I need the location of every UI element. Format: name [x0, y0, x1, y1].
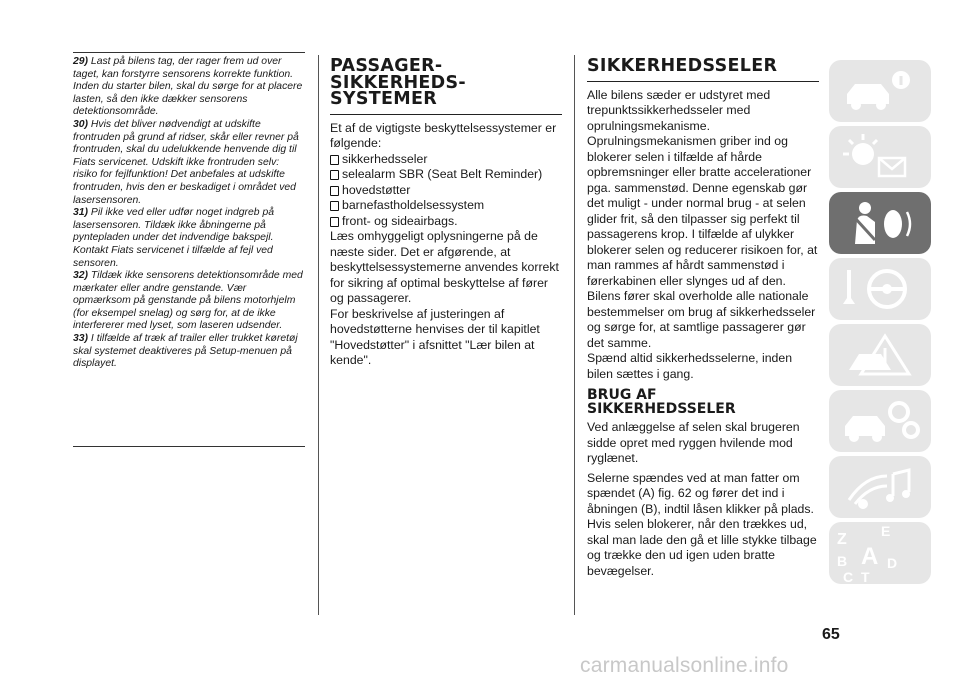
list-item-label: hovedstøtter	[342, 182, 411, 197]
heading-rule	[587, 81, 819, 82]
list-item	[330, 183, 562, 199]
heading-line: SIKKERHEDSSELER	[587, 401, 736, 417]
heading-line: PASSAGER-	[330, 56, 443, 76]
column-divider	[318, 55, 319, 615]
note-text: Pil ikke ved eller udfør noget indgreb på lasersensoren. Tildæk ikke åbningerne på pyntepladen under det indvendige bakspejl. Kontakt Fiats servicenet i tilfælde af fejl ved sensoren.	[73, 207, 275, 269]
page-number: 65	[822, 626, 840, 643]
index-letter: T	[861, 569, 870, 584]
checkbox-bullet-icon	[330, 155, 339, 165]
list-item	[330, 198, 562, 214]
multimedia-icon	[829, 456, 931, 518]
body-paragraph: Selerne spændes ved at man fatter om spændet (A) fig. 62 og fører det ind i åbningen (B), indtil låsen klikker på plads. Hvis selen blokerer, når den trækkes ud, skal man lade den gå et lille stykke tilbage og trække den ud igen uden bratte bevægelser.	[587, 470, 817, 578]
list-item	[330, 152, 562, 168]
car-service-icon	[829, 390, 931, 452]
index-letter: Z	[837, 531, 847, 548]
list-item	[330, 214, 562, 230]
note-text: I tilfælde af træk af trailer eller trukket køretøj skal systemet deaktiveres på Setup-menuen på displayet.	[73, 333, 298, 370]
body-paragraph: Bilens fører skal overholde alle nationale bestemmelser om brug af sikkerhedsseler og sørge for, at samtlige passagerer gør det samme.	[587, 289, 816, 350]
note-text: Last på bilens tag, der rager frem ud over taget, kan forstyrre sensorens korrekte funktion. Inden du starter bilen, skal du sørge for at placere lasten, så den ikke dækker sensorens detektionsområde.	[73, 56, 303, 118]
list-item-label: front- og sideairbags.	[342, 213, 458, 228]
heading-line: BRUG AF	[587, 387, 657, 403]
note-number: 30)	[73, 118, 89, 130]
heading-rule	[330, 114, 562, 115]
body-paragraph: Spænd altid sikkerhedsselerne, inden bilen sættes i gang.	[587, 351, 793, 381]
alphabetical-index-icon	[829, 522, 931, 584]
section-heading: SIKKERHEDSSELER	[587, 56, 778, 76]
checkbox-bullet-icon	[330, 170, 339, 180]
note-31	[73, 207, 305, 270]
column-divider	[574, 55, 575, 615]
index-letter: D	[887, 555, 898, 571]
checkbox-bullet-icon	[330, 186, 339, 196]
list-item-label: sikkerhedsseler	[342, 151, 428, 166]
warning-triangle-icon	[829, 324, 931, 386]
note-32	[73, 270, 305, 333]
notes-top-rule	[73, 52, 305, 53]
note-text: Hvis det bliver nødvendigt at udskifte frontruden på grund af ridser, skår eller revner på frontruden, skal du udelukkende henvende dig til Fiats servicenet. Udskift ikke frontruden selv: risiko for fejlfunktion! Det anbefales at udskifte frontruden, hvis den er beskadiget i området ved lasersensoren.	[73, 118, 299, 206]
checkbox-bullet-icon	[330, 201, 339, 211]
note-number: 33)	[73, 333, 89, 345]
tab-in-an-emergency[interactable]	[829, 324, 931, 386]
list-item-label: barnefastholdelsessystem	[342, 198, 485, 212]
seatbelt-airbag-icon	[829, 192, 931, 254]
checkbox-bullet-icon	[330, 217, 339, 227]
index-letter: B	[837, 553, 848, 569]
index-letter: A	[861, 543, 879, 570]
warning-notes	[73, 56, 305, 371]
note-number: 32)	[73, 270, 89, 282]
note-29	[73, 56, 305, 119]
tab-index[interactable]	[829, 522, 931, 584]
subsection-heading	[587, 388, 819, 416]
note-text: Tildæk ikke sensorens detektionsområde med mærkater eller andre genstande. Vær opmærksom på genstande på bilens motorhjelm (for eksempel snelag) og sørg for, at de ikke interfererer med lyset, som laseren udsender.	[73, 270, 303, 332]
index-letter: C	[843, 569, 854, 584]
body-paragraph: Læs omhyggeligt oplysningerne på de næste sider. Det er afgørende, at beskyttelsessystemerne anvendes korrekt for sikring af optimal beskyttelse af fører og passagerer.	[330, 229, 559, 305]
lights-message-icon	[829, 126, 931, 188]
tab-safety[interactable]	[829, 192, 931, 254]
chapter-tabs	[829, 60, 939, 588]
intro-paragraph: Et af de vigtigste beskyttelsessystemer er følgende:	[330, 120, 557, 150]
seat-belts-section	[587, 58, 819, 579]
tab-knowing-the-car[interactable]	[829, 60, 931, 122]
section-heading	[330, 58, 562, 108]
body-paragraph: For beskrivelse af justeringen af hovedstøtterne henvises der til kapitlet "Hovedstøtter" i afsnittet "Lær bilen at kende".	[330, 306, 540, 367]
car-info-icon	[829, 60, 931, 122]
index-letter: E	[881, 523, 891, 539]
note-30	[73, 119, 305, 207]
notes-bottom-rule	[73, 446, 305, 447]
note-33	[73, 333, 305, 371]
body-paragraph: Ved anlæggelse af selen skal brugeren sidde opret med ryggen hvilende mod ryglænet.	[587, 420, 800, 465]
steering-wheel-icon	[829, 258, 931, 320]
list-item	[330, 167, 562, 183]
note-number: 29)	[73, 56, 89, 67]
list-item-label: selealarm SBR (Seat Belt Reminder)	[342, 167, 543, 181]
tab-multimedia[interactable]	[829, 456, 931, 518]
note-number: 31)	[73, 207, 89, 219]
body-paragraph: Alle bilens sæder er udstyret med trepunktssikkerhedsseler med oprulningsmekanisme. Oprulningsmekanismen griber ind og blokerer selen i tilfælde af hårde opbremsninger eller bratte accelerationer pga. sammenstød. Denne egenskab gør det muligt - under normal brug - at selen glider frit, så den tilpasser sig perfekt til passagerens krop. I tilfælde af ulykker blokerer selen og reducerer risikoen for, at man rammes af hårdt sammenstød i førerkabinen eller slynges ud af den.	[587, 87, 818, 288]
watermark: carmanualsonline.info	[580, 654, 789, 677]
tab-servicing-and-care[interactable]	[829, 390, 931, 452]
heading-line: SYSTEMER	[330, 89, 438, 109]
tab-lights-and-messages[interactable]	[829, 126, 931, 188]
heading-line: SIKKERHEDS-	[330, 72, 466, 93]
passenger-safety-section	[330, 58, 562, 369]
protection-systems-list	[330, 152, 562, 230]
tab-starting-and-driving[interactable]	[829, 258, 931, 320]
